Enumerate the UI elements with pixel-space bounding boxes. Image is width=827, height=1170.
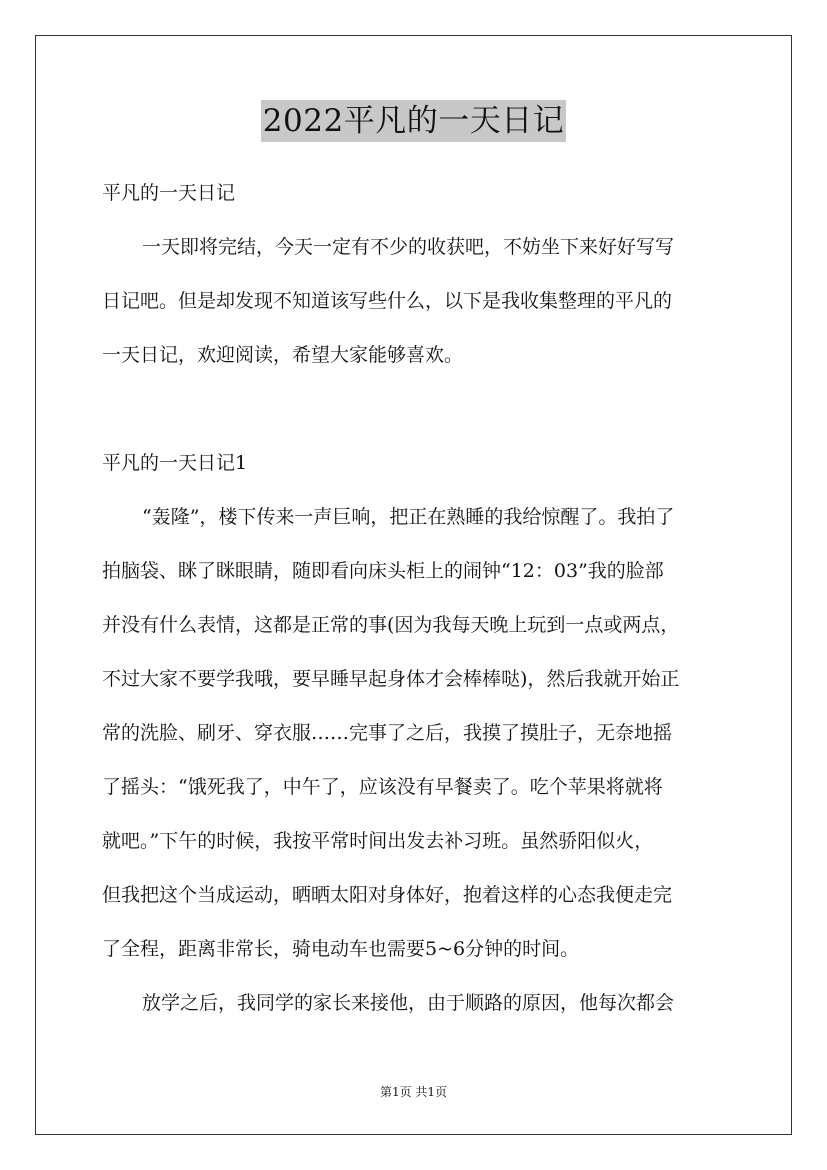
paragraph-line: 但我把这个当成运动，晒晒太阳对身体好，抱着这样的心态我便走完: [102, 884, 673, 906]
section-heading-intro: 平凡的一天日记: [102, 182, 236, 204]
paragraph-line: 了全程，距离非常长，骑电动车也需要5~6分钟的时间。: [102, 938, 580, 960]
paragraph-line: 拍脑袋、眯了眯眼睛，随即看向床头柜上的闹钟“12：03”我的脸部: [102, 560, 664, 582]
section-heading-1: 平凡的一天日记1: [102, 452, 248, 474]
paragraph-line: 一天即将完结，今天一定有不少的收获吧，不妨坐下来好好写写: [142, 236, 675, 258]
paragraph-line: 并没有什么表情，这都是正常的事(因为我每天晚上玩到一点或两点，: [102, 614, 680, 636]
paragraph-line: “轰隆”，楼下传来一声巨响，把正在熟睡的我给惊醒了。我拍了: [142, 506, 675, 528]
title-container: [0, 100, 827, 142]
document-title: 2022平凡的一天日记: [261, 100, 566, 142]
paragraph-line: 了摇头：“饿死我了，中午了，应该没有早餐卖了。吃个苹果将就将: [102, 776, 663, 798]
paragraph-line: 日记吧。但是却发现不知道该写些什么，以下是我收集整理的平凡的: [102, 290, 673, 312]
paragraph-line: 就吧。”下午的时候，我按平常时间出发去补习班。虽然骄阳似火，: [102, 830, 654, 852]
page-footer: 第1页 共1页: [379, 1085, 448, 1099]
paragraph-line: 不过大家不要学我哦，要早睡早起身体才会棒棒哒)，然后我就开始正: [102, 668, 680, 690]
paragraph-line: 放学之后，我同学的家长来接他，由于顺路的原因，他每次都会: [142, 992, 675, 1014]
paragraph-line: 常的洗脸、刷牙、穿衣服……完事了之后，我摸了摸肚子，无奈地摇: [102, 722, 673, 744]
paragraph-line: 一天日记，欢迎阅读，希望大家能够喜欢。: [102, 344, 464, 366]
